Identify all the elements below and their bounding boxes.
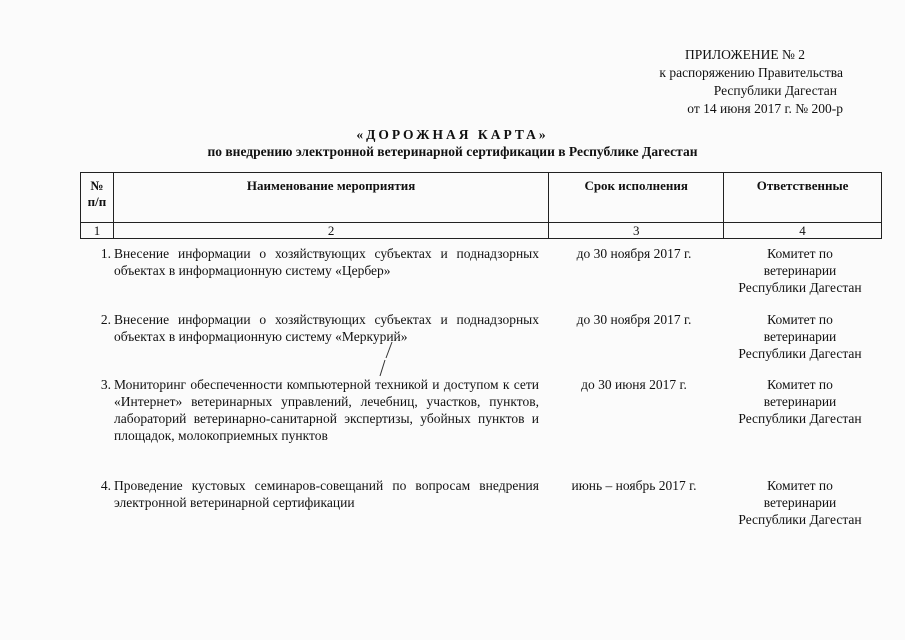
row-deadline: до 30 ноября 2017 г.: [576, 312, 692, 327]
header-name: Наименование мероприятия: [113, 173, 548, 223]
document-title: [0, 126, 905, 160]
row-number: 3.: [100, 377, 111, 392]
pen-mark: [372, 340, 394, 380]
header-deadline: Срок исполнения: [549, 173, 724, 223]
row-number: 1.: [100, 246, 111, 261]
row-deadline: до 30 ноября 2017 г.: [576, 246, 692, 261]
column-number: 2: [113, 223, 548, 239]
row-responsible: Комитет по ветеринарии Республики Дагестан: [738, 312, 862, 361]
title-subtitle: по внедрению электронной ветеринарной сертификации в Республике Дагестан: [207, 144, 698, 159]
header-responsible: Ответственные: [724, 173, 882, 223]
row-activity: Проведение кустовых семинаров-совещаний по вопросам внедрения электронной ветеринарной сертификации: [114, 478, 539, 510]
row-activity: Внесение информации о хозяйствующих субъектах и поднадзорных объектах в информационную систему «Цербер»: [114, 246, 539, 278]
roadmap-table-header: [80, 172, 882, 239]
row-activity: Внесение информации о хозяйствующих субъектах и поднадзорных объектах в информационную систему «Меркурий»: [114, 312, 539, 344]
row-activity: Мониторинг обеспеченности компьютерной техникой и доступом к сети «Интернет» ветеринарных управлений, лечебниц, участков, пунктов, лабораторий ветеринарно-санитарной экспертизы, убойных пунктов и площадок, молокоприемных пунктов: [114, 377, 539, 443]
column-number: 3: [549, 223, 724, 239]
row-responsible: Комитет по ветеринарии Республики Дагестан: [738, 478, 862, 527]
row-responsible: Комитет по ветеринарии Республики Дагестан: [738, 377, 862, 426]
appendix-republic-line: Республики Дагестан: [713, 83, 837, 98]
row-number: 4.: [100, 478, 111, 493]
appendix-order-line: к распоряжению Правительства: [659, 65, 843, 80]
column-number: 1: [81, 223, 114, 239]
appendix-header: [583, 46, 843, 118]
header-num: № п/п: [81, 173, 114, 223]
row-number: 2.: [100, 312, 111, 327]
title-main: «ДОРОЖНАЯ КАРТА»: [356, 127, 549, 142]
column-number: 4: [724, 223, 882, 239]
row-responsible: Комитет по ветеринарии Республики Дагестан: [738, 246, 862, 295]
row-deadline: до 30 июня 2017 г.: [581, 377, 687, 392]
row-deadline: июнь – ноябрь 2017 г.: [571, 478, 697, 493]
appendix-number: ПРИЛОЖЕНИЕ № 2: [684, 47, 805, 62]
appendix-date-line: от 14 июня 2017 г. № 200-р: [687, 101, 843, 116]
